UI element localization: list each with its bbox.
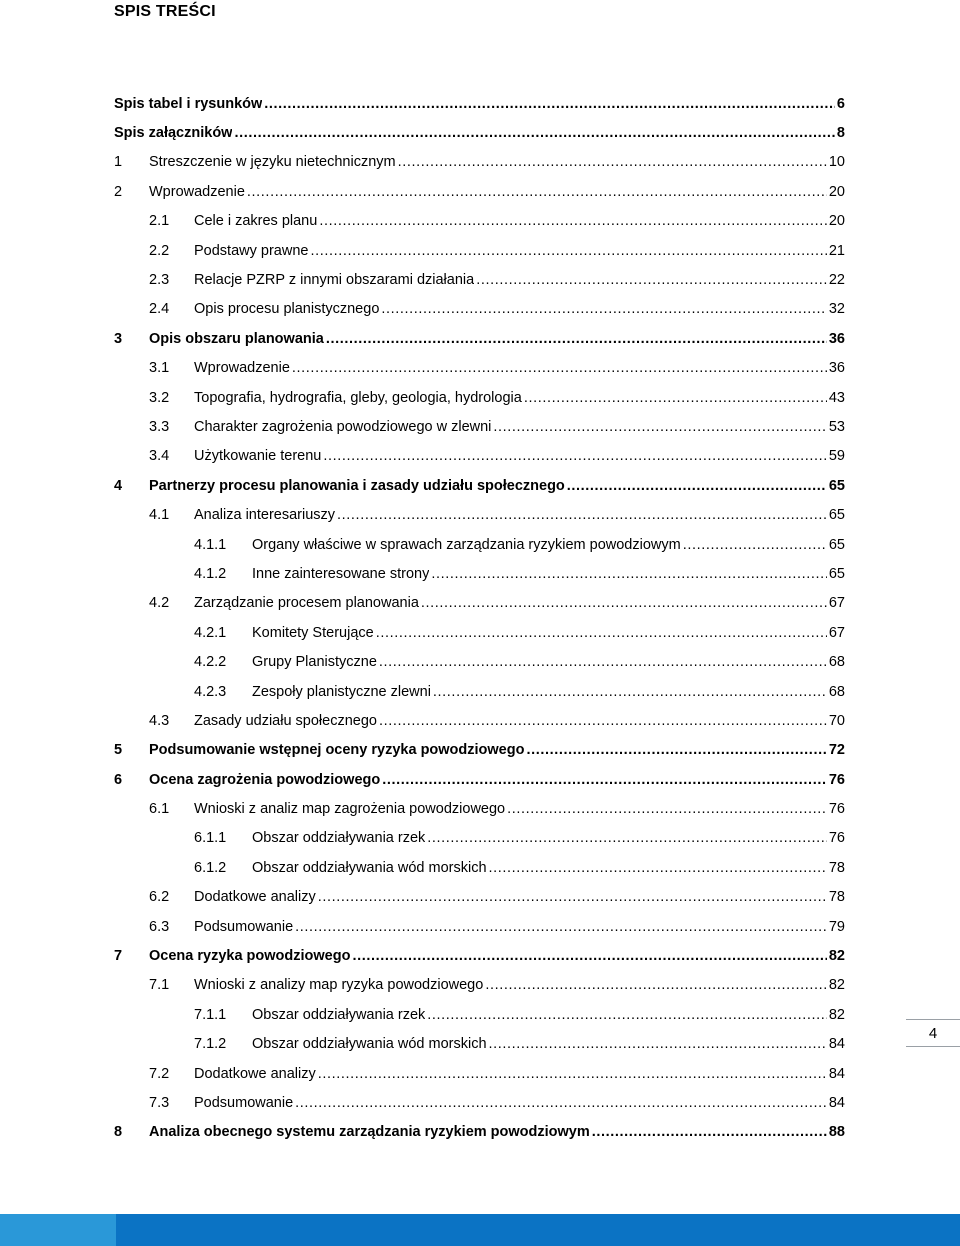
toc-entry-number: 7.2 xyxy=(149,1065,170,1082)
toc-entry-title: Obszar oddziaływania wód morskich xyxy=(252,1036,487,1053)
toc-entry-title: Analiza obecnego systemu zarządzania ryzykiem powodziowym xyxy=(149,1124,590,1141)
toc-entry-number: 7.1 xyxy=(149,977,170,994)
toc-entry-number: 5 xyxy=(114,742,123,759)
toc-entry[interactable] xyxy=(114,118,845,147)
toc-entry-title: Analiza interesariuszy xyxy=(194,507,336,524)
toc-entry[interactable] xyxy=(114,736,845,765)
toc-entry-page: 65 xyxy=(828,507,845,524)
toc-entry-title: Streszczenie w języku nietechnicznym xyxy=(149,154,396,171)
toc-entry-number: 4.1.2 xyxy=(194,565,227,582)
toc-dot-leader xyxy=(247,184,827,200)
toc-entry[interactable] xyxy=(114,1088,845,1117)
toc-entry[interactable] xyxy=(114,706,845,735)
toc-dot-leader xyxy=(683,537,827,553)
toc-entry-title: Wnioski z analiz map zagrożenia powodziowego xyxy=(194,801,506,818)
toc-entry[interactable] xyxy=(114,442,845,471)
toc-entry-page: 76 xyxy=(828,830,845,847)
toc-entry-number: 4.1.1 xyxy=(194,536,227,553)
toc-dot-leader xyxy=(526,742,826,758)
toc-entry[interactable] xyxy=(114,295,845,324)
toc-entry-page: 22 xyxy=(828,272,845,289)
toc-entry-number: 3.4 xyxy=(149,448,170,465)
toc-entry[interactable] xyxy=(114,941,845,970)
toc-entry-title: Wprowadzenie xyxy=(194,360,290,377)
toc-entry-page: 59 xyxy=(828,448,845,465)
toc-entry-page: 21 xyxy=(828,242,845,259)
toc-dot-leader xyxy=(592,1124,827,1140)
toc-entry-page: 84 xyxy=(828,1094,845,1111)
toc-entry[interactable] xyxy=(114,383,845,412)
toc-entry-title: Opis obszaru planowania xyxy=(149,330,324,347)
toc-entry-number: 3 xyxy=(114,330,123,347)
toc-entry-page: 78 xyxy=(828,859,845,876)
toc-entry-page: 79 xyxy=(828,918,845,935)
toc-entry-page: 65 xyxy=(828,565,845,582)
toc-entry-page: 84 xyxy=(828,1036,845,1053)
toc-entry-number: 2.2 xyxy=(149,242,170,259)
toc-dot-leader xyxy=(264,96,835,112)
footer-band-light xyxy=(0,1214,116,1246)
toc-entry-page: 36 xyxy=(828,330,845,347)
toc-dot-leader xyxy=(318,1066,827,1082)
toc-entry-page: 43 xyxy=(828,389,845,406)
toc-dot-leader xyxy=(292,360,827,376)
toc-entry-title: Charakter zagrożenia powodziowego w zlewni xyxy=(194,418,492,435)
toc-dot-leader xyxy=(507,801,827,817)
toc-entry-title: Spis załączników xyxy=(114,125,233,142)
toc-entry-title: Inne zainteresowane strony xyxy=(252,565,430,582)
toc-entry-number: 4.1 xyxy=(149,507,170,524)
toc-entry-number: 2.1 xyxy=(149,213,170,230)
toc-entry[interactable] xyxy=(114,971,845,1000)
toc-entry[interactable] xyxy=(114,824,845,853)
toc-entry-page: 53 xyxy=(828,418,845,435)
toc-dot-leader xyxy=(310,243,826,259)
toc-dot-leader xyxy=(489,860,827,876)
toc-dot-leader xyxy=(381,301,826,317)
toc-entry[interactable] xyxy=(114,883,845,912)
toc-dot-leader xyxy=(433,684,827,700)
toc-entry[interactable] xyxy=(114,765,845,794)
toc-entry[interactable] xyxy=(114,1000,845,1029)
toc-dot-leader xyxy=(376,625,827,641)
toc-entry[interactable] xyxy=(114,89,845,118)
toc-entry-page: 10 xyxy=(828,154,845,171)
toc-entry[interactable] xyxy=(114,1059,845,1088)
toc-entry-title: Partnerzy procesu planowania i zasady udziału społecznego xyxy=(149,477,565,494)
toc-dot-leader xyxy=(493,419,826,435)
toc-entry-page: 76 xyxy=(828,801,845,818)
toc-entry-number: 6.1.2 xyxy=(194,859,227,876)
toc-dot-leader xyxy=(489,1036,827,1052)
toc-entry-page: 78 xyxy=(828,889,845,906)
toc-dot-leader xyxy=(295,919,827,935)
page-header-title: SPIS TREŚCI xyxy=(114,3,216,20)
toc-entry-page: 68 xyxy=(828,683,845,700)
toc-entry-title: Ocena ryzyka powodziowego xyxy=(149,948,351,965)
toc-entry-title: Podstawy prawne xyxy=(194,242,309,259)
toc-dot-leader xyxy=(421,595,827,611)
toc-entry-number: 4.2.1 xyxy=(194,624,227,641)
toc-entry-number: 3.3 xyxy=(149,418,170,435)
page-number-tab xyxy=(906,1019,960,1047)
toc-entry-page: 8 xyxy=(836,125,845,142)
toc-dot-leader xyxy=(379,654,827,670)
toc-entry-number: 2.4 xyxy=(149,301,170,318)
toc-entry-number: 1 xyxy=(114,154,123,171)
toc-entry-number: 2.3 xyxy=(149,272,170,289)
toc-entry[interactable] xyxy=(114,559,845,588)
toc-dot-leader xyxy=(398,154,827,170)
toc-entry-title: Komitety Sterujące xyxy=(252,624,374,641)
toc-entry-number: 7.1.1 xyxy=(194,1006,227,1023)
toc-dot-leader xyxy=(319,213,827,229)
toc-entry-title: Zasady udziału społecznego xyxy=(194,712,377,729)
toc-entry-title: Podsumowanie wstępnej oceny ryzyka powodziowego xyxy=(149,742,525,759)
toc-entry-title: Dodatkowe analizy xyxy=(194,1065,316,1082)
toc-entry-page: 84 xyxy=(828,1065,845,1082)
toc-entry-title: Obszar oddziaływania rzek xyxy=(252,830,426,847)
toc-entry[interactable] xyxy=(114,853,845,882)
toc-entry-page: 20 xyxy=(828,213,845,230)
toc-entry[interactable] xyxy=(114,618,845,647)
table-of-contents xyxy=(114,89,845,1147)
toc-dot-leader xyxy=(318,889,827,905)
toc-entry-page: 67 xyxy=(828,595,845,612)
toc-entry-page: 88 xyxy=(828,1124,845,1141)
toc-entry-title: Podsumowanie xyxy=(194,1094,294,1111)
toc-entry-title: Grupy Planistyczne xyxy=(252,654,377,671)
toc-entry-number: 2 xyxy=(114,183,123,200)
toc-entry-title: Obszar oddziaływania wód morskich xyxy=(252,859,487,876)
toc-entry-number: 7 xyxy=(114,948,123,965)
toc-dot-leader xyxy=(352,948,826,964)
toc-entry[interactable] xyxy=(114,589,845,618)
toc-dot-leader xyxy=(485,977,827,993)
toc-entry-title: Organy właściwe w sprawach zarządzania ryzykiem powodziowym xyxy=(252,536,681,553)
toc-entry[interactable] xyxy=(114,530,845,559)
toc-entry-number: 7.1.2 xyxy=(194,1036,227,1053)
toc-entry-number: 4.2.2 xyxy=(194,654,227,671)
toc-entry[interactable] xyxy=(114,324,845,353)
toc-dot-leader xyxy=(323,448,827,464)
toc-entry-number: 3.1 xyxy=(149,360,170,377)
toc-entry-page: 82 xyxy=(828,977,845,994)
toc-entry-title: Topografia, hydrografia, gleby, geologia, hydrologia xyxy=(194,389,522,406)
toc-entry-page: 82 xyxy=(828,1006,845,1023)
toc-dot-leader xyxy=(427,830,827,846)
toc-entry-page: 36 xyxy=(828,360,845,377)
footer-band-dark xyxy=(116,1214,960,1246)
toc-entry[interactable] xyxy=(114,912,845,941)
toc-entry[interactable] xyxy=(114,265,845,294)
toc-dot-leader xyxy=(379,713,827,729)
toc-entry[interactable] xyxy=(114,236,845,265)
toc-entry-number: 4.2.3 xyxy=(194,683,227,700)
toc-entry-number: 4.2 xyxy=(149,595,170,612)
toc-dot-leader xyxy=(476,272,827,288)
toc-entry-title: Zespoły planistyczne zlewni xyxy=(252,683,431,700)
toc-entry-title: Cele i zakres planu xyxy=(194,213,318,230)
toc-entry-number: 6 xyxy=(114,771,123,788)
toc-entry-number: 6.1 xyxy=(149,801,170,818)
toc-entry-page: 76 xyxy=(828,771,845,788)
toc-entry[interactable] xyxy=(114,148,845,177)
toc-entry-page: 65 xyxy=(828,477,845,494)
toc-dot-leader xyxy=(337,507,827,523)
toc-entry[interactable] xyxy=(114,794,845,823)
page-number: 4 xyxy=(928,1024,938,1042)
toc-entry-title: Dodatkowe analizy xyxy=(194,889,316,906)
toc-dot-leader xyxy=(567,478,827,494)
toc-entry-page: 65 xyxy=(828,536,845,553)
toc-entry[interactable] xyxy=(114,471,845,500)
toc-entry[interactable] xyxy=(114,677,845,706)
toc-dot-leader xyxy=(431,566,827,582)
toc-entry-page: 82 xyxy=(828,948,845,965)
toc-entry-page: 70 xyxy=(828,712,845,729)
toc-entry[interactable] xyxy=(114,207,845,236)
toc-dot-leader xyxy=(234,125,834,141)
toc-entry[interactable] xyxy=(114,1118,845,1147)
toc-entry-title: Relacje PZRP z innymi obszarami działania xyxy=(194,272,475,289)
toc-entry-number: 3.2 xyxy=(149,389,170,406)
toc-entry-title: Wnioski z analizy map ryzyka powodziowego xyxy=(194,977,484,994)
toc-entry[interactable] xyxy=(114,354,845,383)
toc-dot-leader xyxy=(427,1007,827,1023)
toc-dot-leader xyxy=(382,772,827,788)
toc-entry-title: Wprowadzenie xyxy=(149,183,245,200)
toc-entry[interactable] xyxy=(114,1030,845,1059)
toc-entry-page: 6 xyxy=(836,95,845,112)
toc-dot-leader xyxy=(326,331,827,347)
toc-entry-title: Zarządzanie procesem planowania xyxy=(194,595,419,612)
toc-entry-title: Użytkowanie terenu xyxy=(194,448,322,465)
toc-entry-page: 72 xyxy=(828,742,845,759)
toc-entry-number: 6.1.1 xyxy=(194,830,227,847)
toc-entry-title: Podsumowanie xyxy=(194,918,294,935)
toc-entry-number: 6.2 xyxy=(149,889,170,906)
toc-entry-page: 32 xyxy=(828,301,845,318)
toc-entry-page: 68 xyxy=(828,654,845,671)
toc-entry[interactable] xyxy=(114,412,845,441)
toc-entry-title: Ocena zagrożenia powodziowego xyxy=(149,771,381,788)
toc-entry[interactable] xyxy=(114,177,845,206)
toc-entry-page: 20 xyxy=(828,183,845,200)
toc-entry[interactable] xyxy=(114,500,845,529)
toc-entry-page: 67 xyxy=(828,624,845,641)
toc-entry-number: 6.3 xyxy=(149,918,170,935)
toc-dot-leader xyxy=(295,1095,827,1111)
toc-entry-number: 8 xyxy=(114,1124,123,1141)
toc-entry-number: 4.3 xyxy=(149,712,170,729)
toc-dot-leader xyxy=(524,390,827,406)
toc-entry-title: Spis tabel i rysunków xyxy=(114,95,263,112)
toc-entry-number: 4 xyxy=(114,477,123,494)
footer-band xyxy=(0,1214,960,1246)
toc-entry[interactable] xyxy=(114,647,845,676)
toc-entry-title: Opis procesu planistycznego xyxy=(194,301,380,318)
toc-entry-title: Obszar oddziaływania rzek xyxy=(252,1006,426,1023)
toc-entry-number: 7.3 xyxy=(149,1094,170,1111)
